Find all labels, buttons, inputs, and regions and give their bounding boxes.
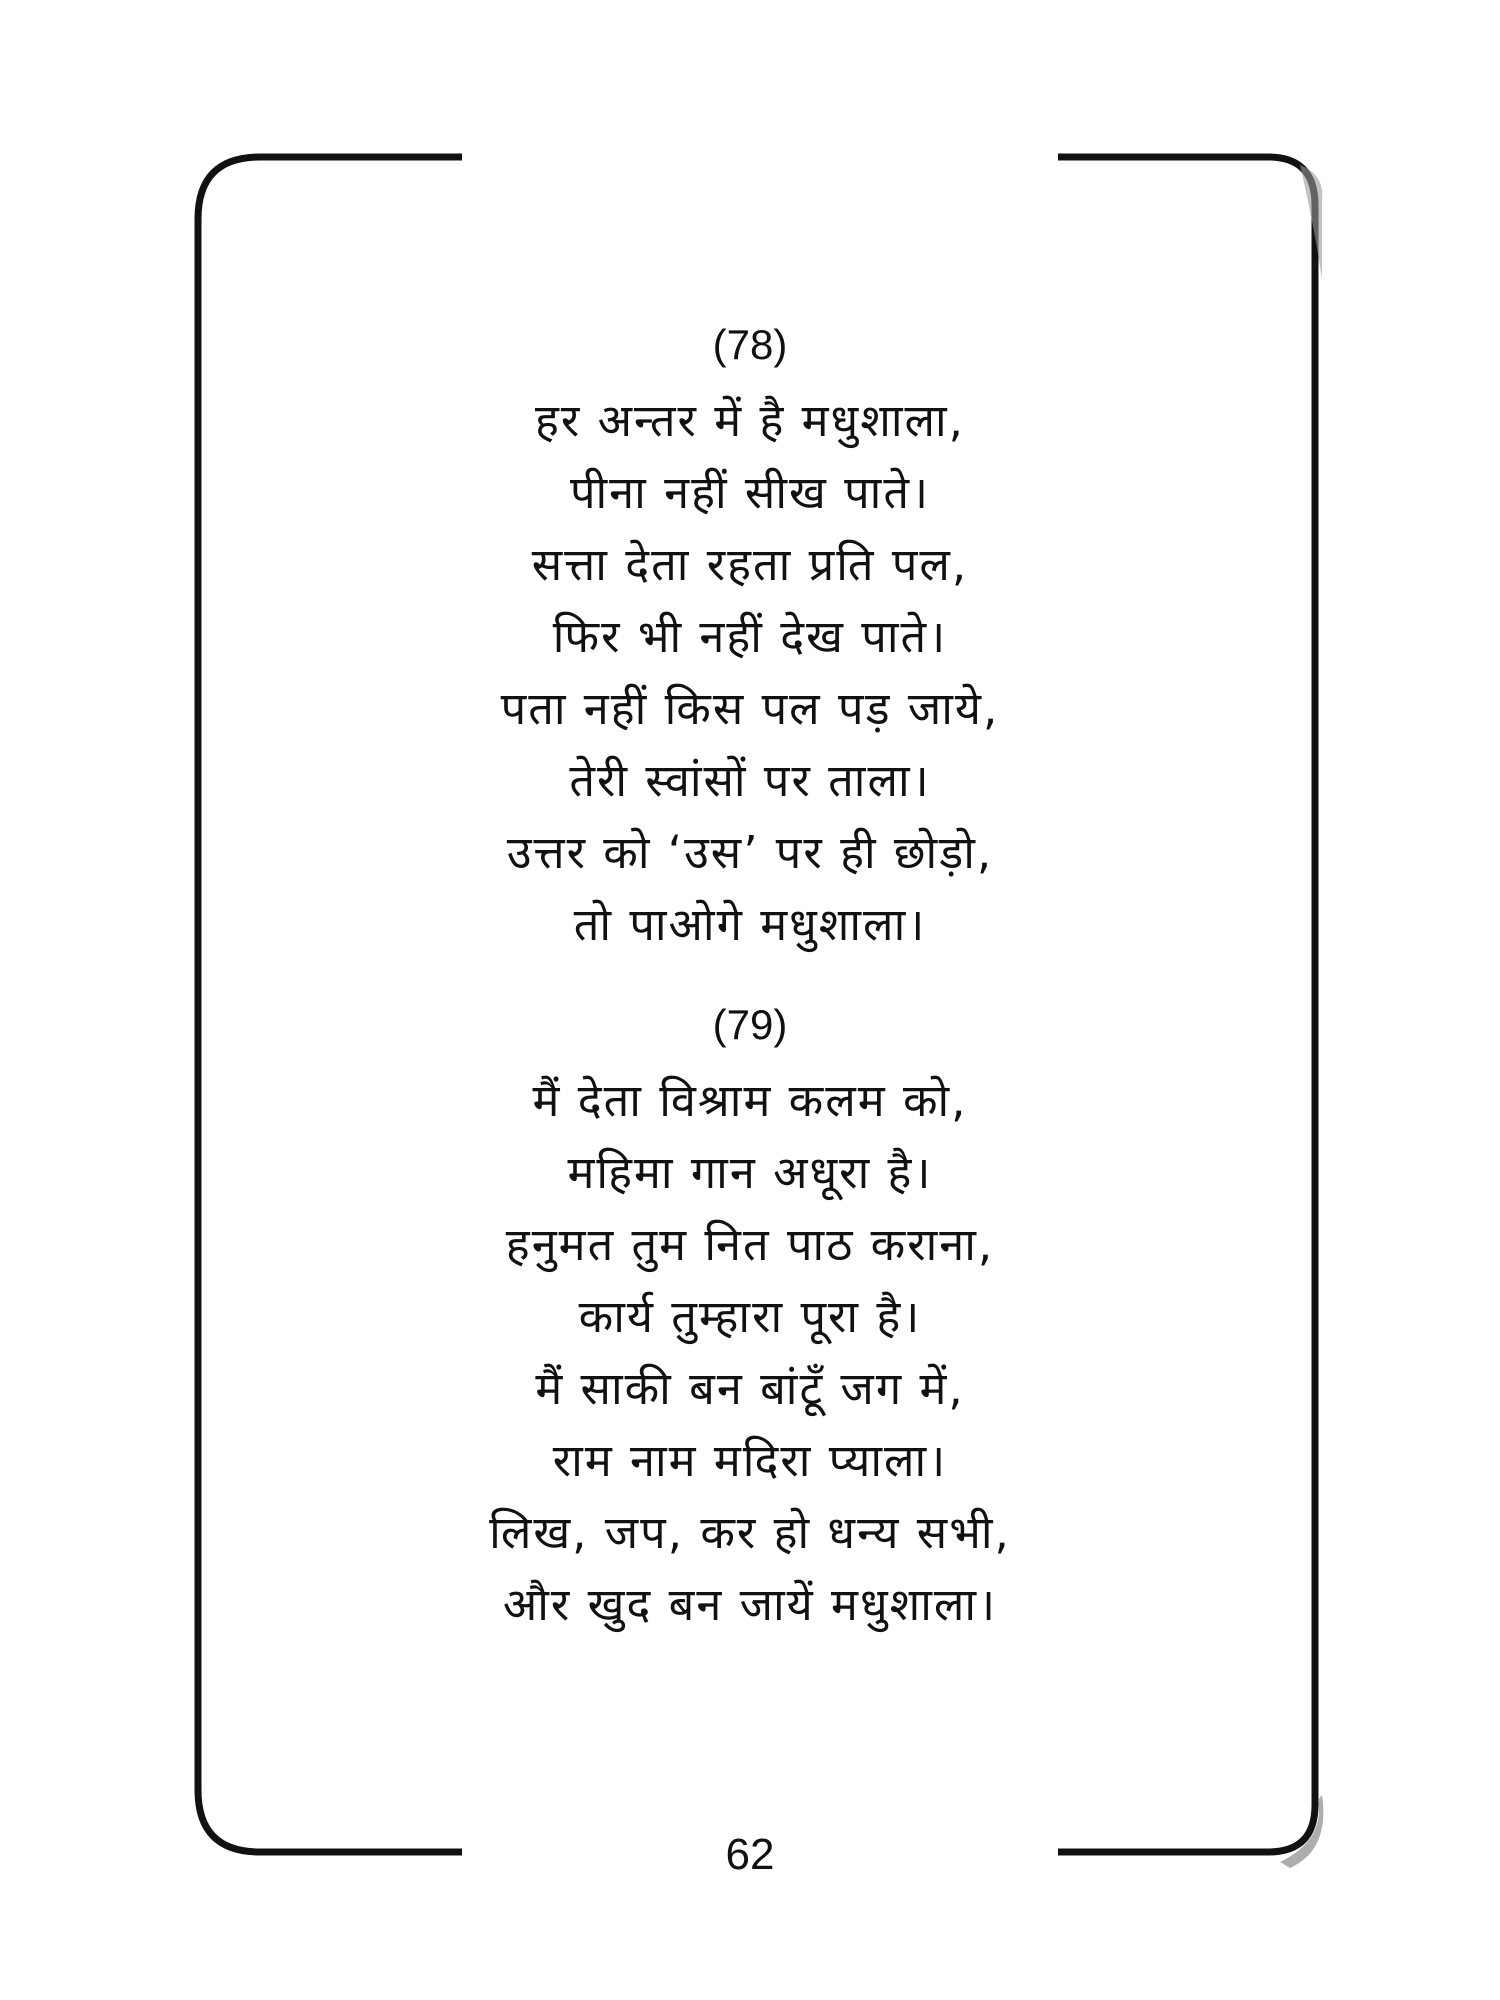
verse-line: महिमा गान अधूरा है। — [567, 1146, 933, 1199]
page-curl-shadow-top — [1300, 165, 1322, 280]
verse-line: लिख, जप, कर हो धन्य सभी, — [489, 1506, 1011, 1559]
stanza-number: (79) — [712, 1001, 788, 1048]
verse-line: सत्ता देता रहता प्रति पल, — [531, 538, 969, 591]
verse-line: मैं साकी बन बांटूँ जग में, — [535, 1362, 965, 1415]
verse-line: तेरी स्वांसों पर ताला। — [569, 754, 931, 807]
verse-line: मैं देता विश्राम कलम को, — [532, 1074, 968, 1127]
verse-line: पता नहीं किस पल पड़ जाये, — [500, 682, 1000, 735]
verse-line: हनुमत तुम नित पाठ कराना, — [505, 1218, 995, 1271]
page-number: 62 — [725, 1830, 775, 1879]
stanza-number: (78) — [712, 321, 788, 368]
verse-line: तो पाओगे मधुशाला। — [573, 898, 927, 951]
verse-line: कार्य तुम्हारा पूरा है। — [578, 1290, 922, 1343]
verse-line: राम नाम मदिरा प्याला। — [552, 1434, 948, 1487]
verse-line: फिर भी नहीं देख पाते। — [552, 610, 948, 663]
stanza-79 — [0, 995, 1500, 1641]
stanza-78 — [0, 315, 1500, 961]
verse-line: पीना नहीं सीख पाते। — [569, 466, 931, 519]
verse-line: हर अन्तर में है मधुशाला, — [535, 394, 965, 447]
verse-line: उत्तर को ‘उस’ पर ही छोड़ो, — [506, 826, 994, 879]
verse-line: और खुद बन जायें मधुशाला। — [502, 1578, 998, 1631]
